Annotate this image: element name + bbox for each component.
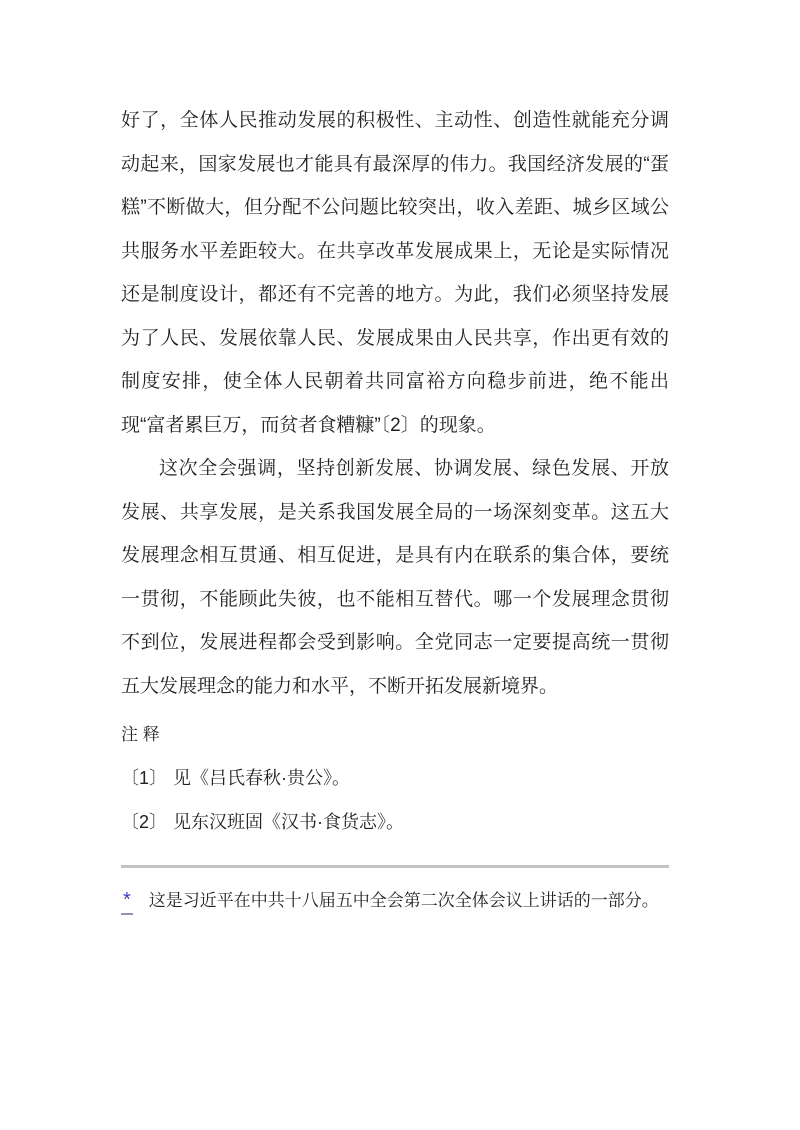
note-item-2 [121, 811, 669, 834]
note-marker-1: 〔1〕 [121, 768, 168, 788]
paragraph-2: 这次全会强调，坚持创新发展、协调发展、绿色发展、开放发展、共享发展，是关系我国发展全局的一场深刻变革。这五大发展理念相互贯通、相互促进，是具有内在联系的集合体，要统一贯彻，不能顾此失彼，也不能相互替代。哪一个发展理念贯彻不到位，发展进程都会受到影响。全党同志一定要提高统一贯彻五大发展理念的能力和水平，不断开拓发展新境界。 [121, 458, 669, 697]
note-text-1: 见《吕氏春秋·贵公》。 [173, 768, 350, 788]
paragraph-1: 好了，全体人民推动发展的积极性、主动性、创造性就能充分调动起来，国家发展也才能具有最深厚的伟力。我国经济发展的“蛋糕”不断做大，但分配不公问题比较突出，收入差距、城乡区域公共服务水平差距较大。在共享改革发展成果上，无论是实际情况还是制度设计，都还有不完善的地方。为此，我们必须坚持发展为了人民、发展依靠人民、发展成果由人民共享，作出更有效的制度安排，使全体人民朝着共同富裕方向稳步前进，绝不能出现“富者累巨万，而贫者食糟糠”〔2〕的现象。 [121, 110, 669, 436]
footnote-asterisk-link[interactable]: * [121, 888, 133, 915]
section-divider [121, 865, 669, 868]
speech-body [121, 99, 669, 708]
note-marker-2: 〔2〕 [121, 812, 168, 832]
note-text-2: 见东汉班固《汉书·食货志》。 [173, 812, 404, 832]
footnote-text: 这是习近平在中共十八届五中全会第二次全体会议上讲话的一部分。 [148, 891, 659, 910]
source-footnote [121, 888, 669, 915]
notes-heading: 注 释 [121, 725, 160, 744]
note-item-1 [121, 767, 669, 790]
